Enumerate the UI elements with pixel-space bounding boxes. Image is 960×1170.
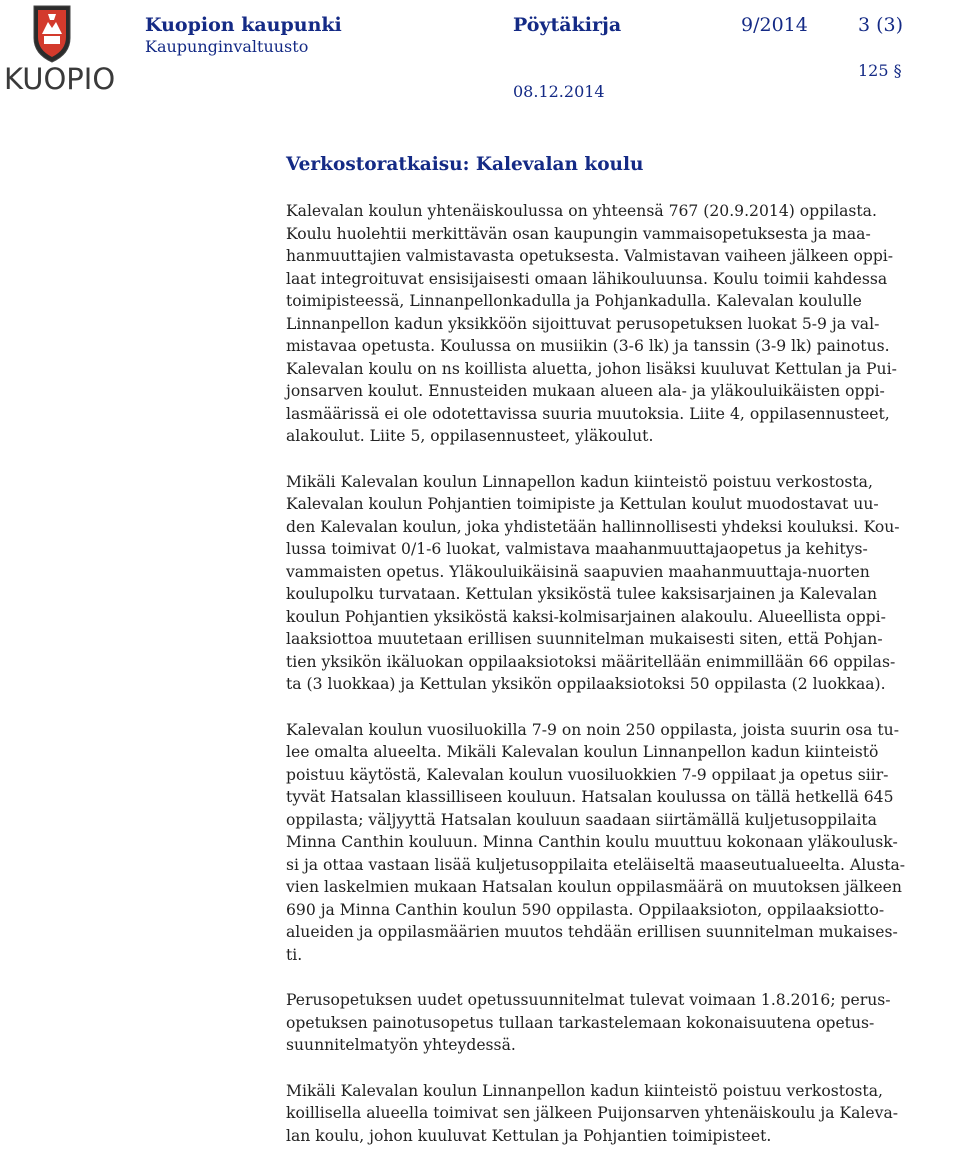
text-line: Koulu huolehtii merkittävän osan kaupungin vammaisopetuksesta ja maa- bbox=[286, 224, 871, 243]
paragraph-3 bbox=[286, 719, 954, 967]
paragraph-5 bbox=[286, 1080, 954, 1148]
text-line: laat integroituvat ensisijaisesti omaan lähikouluunsa. Koulu toimii kahdessa bbox=[286, 269, 888, 288]
text-line: ti. bbox=[286, 945, 303, 964]
text-line: Minna Canthin kouluun. Minna Canthin koulu muuttuu kokonaan yläkoulusk- bbox=[286, 833, 898, 851]
text-line: vammaisten opetus. Yläkouluikäisinä saapuvien maahanmuuttaja-nuorten bbox=[286, 562, 870, 581]
text-line: lussa toimivat 0/1-6 luokat, valmistava maahanmuuttajaopetus ja kehitys- bbox=[286, 540, 868, 558]
text-line: koulupolku turvataan. Kettulan yksiköstä tulee kaksisarjainen ja Kalevalan bbox=[286, 585, 878, 603]
text-line: laaksiottoa muutetaan erillisen suunnitelman mukaisesti siten, että Pohjan- bbox=[286, 630, 883, 648]
text-line: den Kalevalan koulun, joka yhdistetään hallinnollisesti yhdeksi kouluksi. Kou- bbox=[286, 517, 900, 536]
text-line: toimipisteessä, Linnanpellonkadulla ja Pohjankadulla. Kalevalan koululle bbox=[286, 292, 862, 310]
text-line: alakoulut. Liite 5, oppilasennusteet, yläkoulut. bbox=[286, 427, 654, 445]
text-line: poistuu käytöstä, Kalevalan koulun vuosiluokkien 7-9 oppilaat ja opetus siir- bbox=[286, 765, 889, 784]
text-line: koulun Pohjantien yksiköstä kaksi-kolmisarjainen alakoulu. Alueellista oppi- bbox=[286, 607, 886, 626]
text-line: alueiden ja oppilasmäärien muutos tehdään erillisen suunnitelman mukaises- bbox=[286, 923, 898, 941]
department-name: Kaupunginvaltuusto bbox=[145, 37, 309, 56]
paragraph-2 bbox=[286, 471, 954, 696]
text-line: oppilasta; väljyyttä Hatsalan kouluun saadaan siirtämällä kuljetusoppilaita bbox=[286, 810, 877, 829]
text-line: si ja ottaa vastaan lisää kuljetusoppilaita eteläiseltä maaseutualueelta. Alusta- bbox=[286, 855, 906, 874]
text-line: suunnitelmatyön yhteydessä. bbox=[286, 1036, 516, 1054]
section-number: 125 § bbox=[858, 61, 902, 80]
text-line: Linnanpellon kadun yksikköön sijoittuvat perusopetuksen luokat 5-9 ja val- bbox=[286, 314, 880, 333]
text-line: mistavaa opetusta. Koulussa on musiikin (3-6 lk) ja tanssin (3-9 lk) painotus. bbox=[286, 337, 890, 355]
text-line: opetuksen painotusopetus tullaan tarkastelemaan kokonaisuutena opetus- bbox=[286, 1013, 875, 1032]
organization-name: Kuopion kaupunki bbox=[145, 14, 342, 36]
paragraph-1 bbox=[286, 200, 954, 448]
text-line: lan koulu, johon kuuluvat Kettulan ja Pohjantien toimipisteet. bbox=[286, 1126, 772, 1145]
section-heading: Verkostoratkaisu: Kalevalan koulu bbox=[286, 154, 644, 175]
kuopio-logo bbox=[4, 4, 116, 96]
logo-text: KUOPIO bbox=[4, 62, 116, 96]
text-line: Kalevalan koulun yhtenäiskoulussa on yhteensä 767 (20.9.2014) oppilasta. bbox=[286, 202, 877, 220]
text-line: ta (3 luokkaa) ja Kettulan yksikön oppilaaksiotoksi 50 oppilasta (2 luokkaa). bbox=[286, 675, 886, 693]
text-line: lasmäärissä ei ole odotettavissa suuria muutoksia. Liite 4, oppilasennusteet, bbox=[286, 404, 890, 423]
text-line: Kalevalan koulun Pohjantien toimipiste ja Kettulan koulut muodostavat uu- bbox=[286, 495, 879, 513]
document-type: Pöytäkirja bbox=[513, 14, 622, 36]
paragraph-4 bbox=[286, 989, 954, 1057]
text-line: Kalevalan koulu on ns koillista aluetta, johon lisäksi kuuluvat Kettulan ja Pui- bbox=[286, 359, 897, 378]
text-line: hanmuuttajien valmistavasta opetuksesta. Valmistavan vaiheen jälkeen oppi- bbox=[286, 247, 894, 265]
text-line: lee omalta alueelta. Mikäli Kalevalan koulun Linnanpellon kadun kiinteistö bbox=[286, 743, 879, 761]
text-line: jonsarven koulut. Ennusteiden mukaan alueen ala- ja yläkouluikäisten oppi- bbox=[286, 382, 885, 400]
document-body bbox=[286, 200, 954, 1170]
text-line: koillisella alueella toimivat sen jälkeen Puijonsarven yhtenäiskoulu ja Kaleva- bbox=[286, 1104, 899, 1122]
text-line: tyvät Hatsalan klassilliseen kouluun. Hatsalan koulussa on tällä hetkellä 645 bbox=[286, 788, 894, 806]
text-line: 690 ja Minna Canthin koulun 590 oppilasta. Oppilaaksioton, oppilaaksiotto- bbox=[286, 900, 885, 919]
text-line: Mikäli Kalevalan koulun Linnapellon kadun kiinteistö poistuu verkostosta, bbox=[286, 472, 873, 491]
meeting-date: 08.12.2014 bbox=[513, 82, 605, 101]
text-line: Perusopetuksen uudet opetussuunnitelmat tulevat voimaan 1.8.2016; perus- bbox=[286, 991, 891, 1009]
text-line: Mikäli Kalevalan koulun Linnanpellon kadun kiinteistö poistuu verkostosta, bbox=[286, 1081, 883, 1100]
page-count: 3 (3) bbox=[858, 14, 904, 36]
document-number: 9/2014 bbox=[741, 14, 808, 36]
coat-of-arms-icon bbox=[4, 4, 100, 64]
text-line: Kalevalan koulun vuosiluokilla 7-9 on noin 250 oppilasta, joista suurin osa tu- bbox=[286, 720, 899, 739]
text-line: vien laskelmien mukaan Hatsalan koulun oppilasmäärä on muutoksen jälkeen bbox=[286, 878, 902, 896]
text-line: tien yksikön ikäluokan oppilaaksiotoksi määritellään enimmillään 66 oppilas- bbox=[286, 652, 896, 671]
